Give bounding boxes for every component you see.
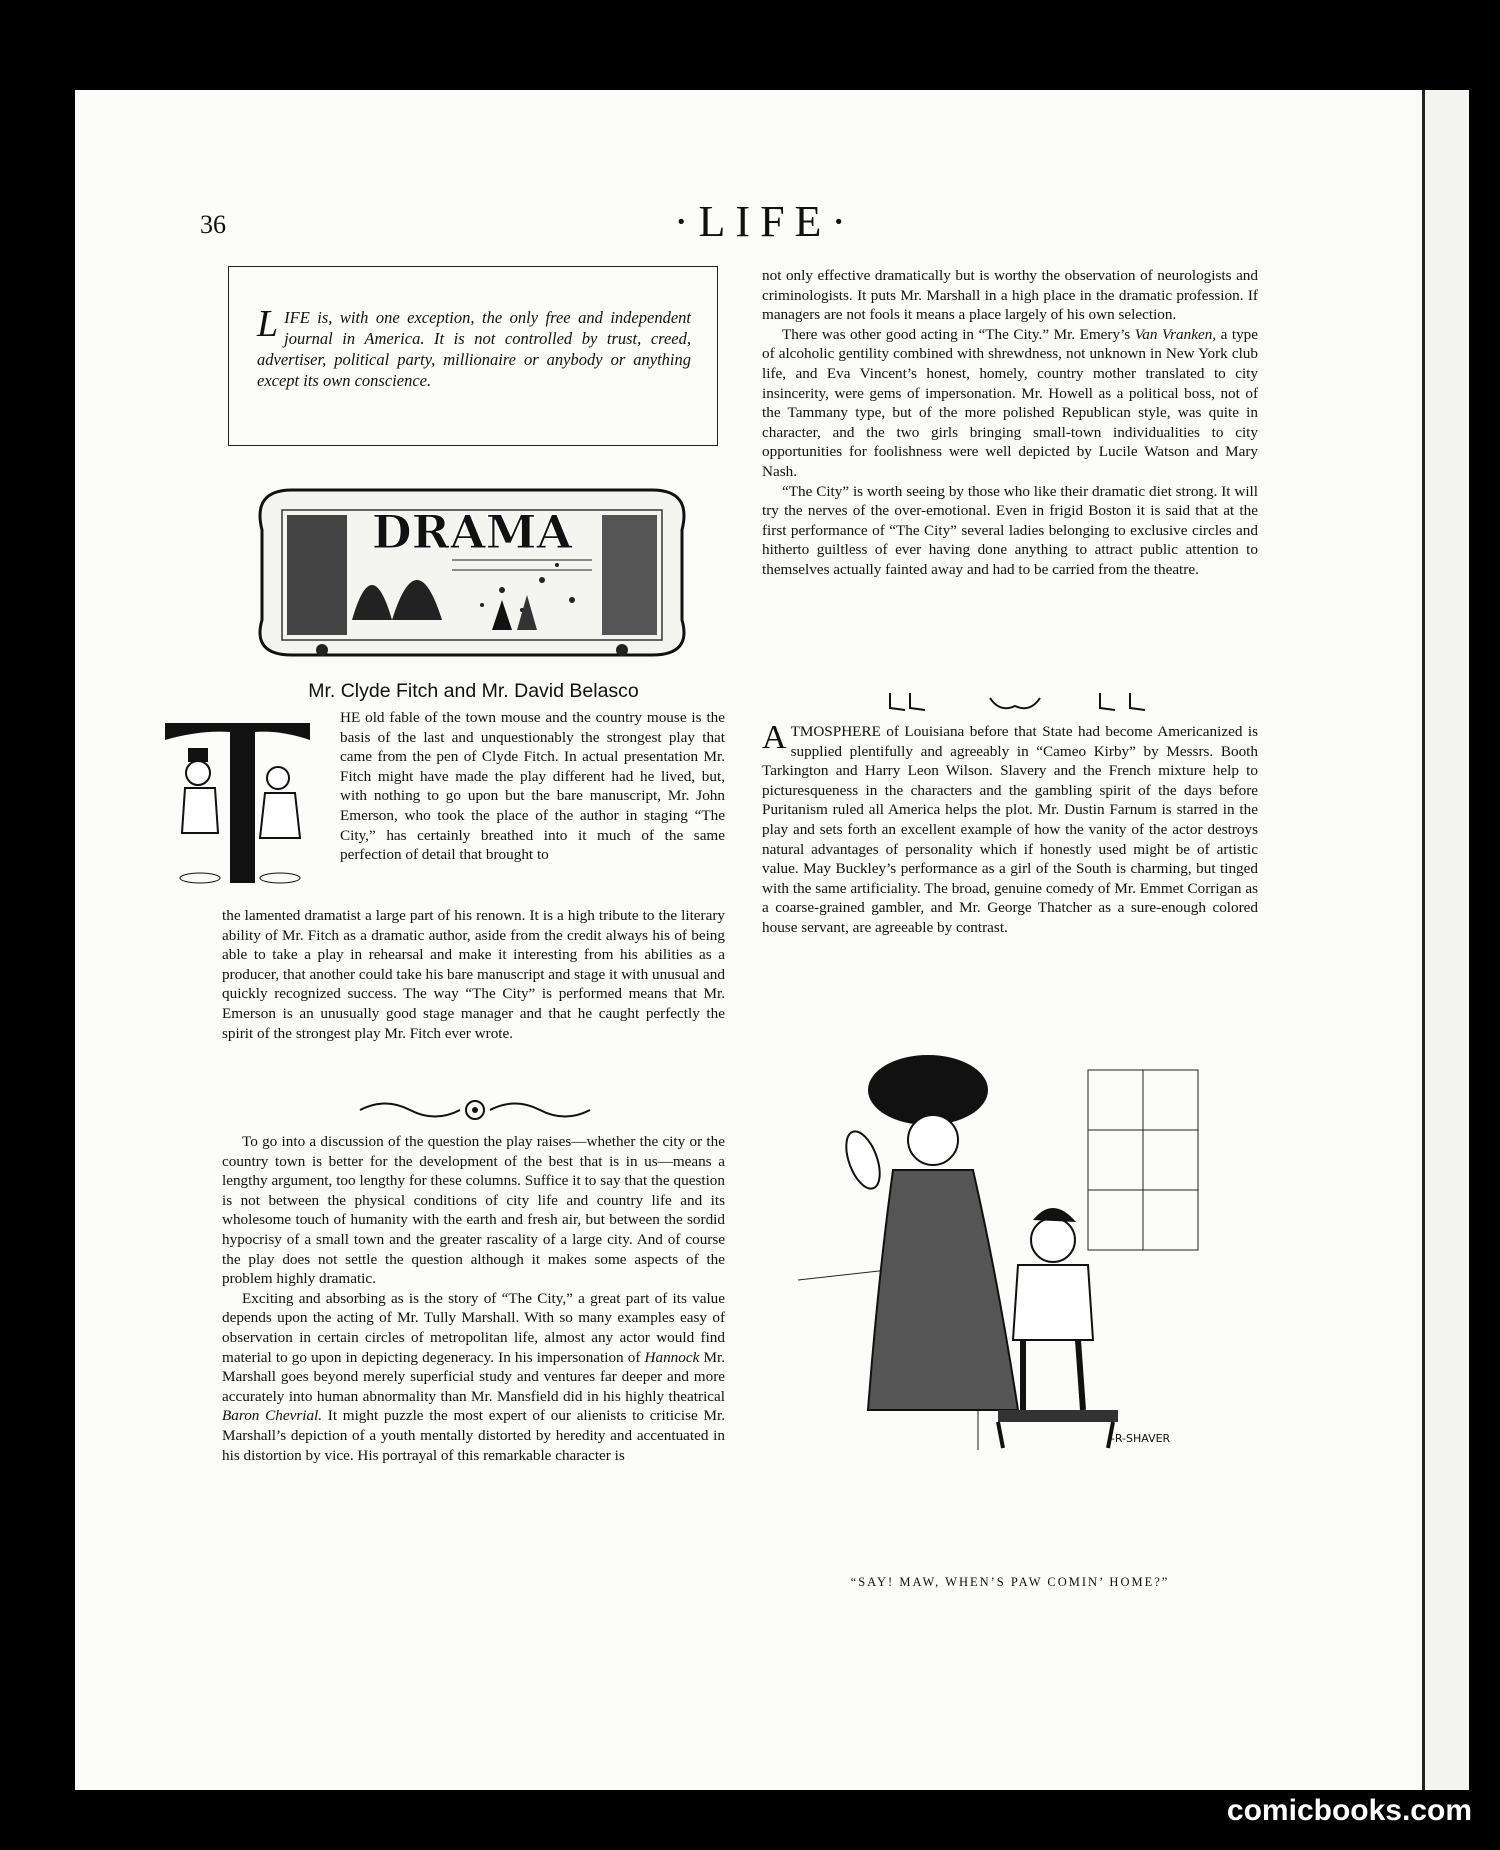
paragraph-right-1: not only effective dramatically but is worthy the observation of neurologists and criminologists. It puts Mr. Marshall in a high place in the dramatic profession. If managers are not fools it means a place largely of his own selection.: [762, 267, 1258, 324]
cartoon-signature: J-R-SHAVER: [1108, 1432, 1171, 1445]
paragraph-2: To go into a discussion of the question the play raises—whether the city or the country town is better for the development of the best that is in us—means a lengthy argument, too lengthy for these columns. Suffice it to say that the question is not between the physical conditions of city life and country life and its wholesome touch of humanity with the earth and fresh air, but between the sordid hypocrisy of a small town and the greater rascality of a large city. And of course the play does not settle the question although it makes some aspects of the problem highly dramatic.: [222, 1133, 725, 1288]
paragraph-right-2: There was other good acting in “The City.” Mr. Emery’s Van Vranken, a type of alcoholic gentility combined with shrewdness, not unknown in New York club life, and Eva Vincent’s honest, homely, country mother translated to city insincerity, were gems of impersonation. Mr. Howell as a political boss, not of the Tammany type, but of the more polished Republican style, was quite in character, and the two girls bringing small-town individualities to city opportunities for foolishness were well depicted by Lucile Watson and Mary Nash.: [762, 325, 1259, 480]
ornamental-divider: [355, 1097, 595, 1123]
article-left-column: [222, 906, 725, 1043]
masthead-title: ·LIFE·: [673, 197, 857, 246]
paragraph-1-continued: the lamented dramatist a large part of his renown. It is a high tribute to the literary ability of Mr. Fitch as a dramatic author, aside from the credit always his of being able to take a play in rehearsal and make it interesting from his abilities as a producer, that another could take his bare manuscript and stage it with unusual and quickly recognized success. The way “The City” is performed means that Mr. Emerson is an unusually good stage manager and that he caught perfectly the spirit of the strongest play Mr. Fitch ever wrote.: [222, 907, 725, 1042]
cartoon-caption: “SAY! MAW, WHEN’S PAW COMIN’ HOME?”: [850, 1575, 1170, 1589]
paragraph-3: Exciting and absorbing as is the story of “The City,” a great part of its value depends upon the acting of Mr. Tully Marshall. With so many examples easy of observation in certain circles of metropolitan life, almost any actor would find material to go upon in depicting degeneracy. In his impersonation of Hannock Mr. Marshall goes beyond merely superficial study and ventures far deeper and more accurately into human abnormality than Mr. Mansfield did in his highly theatrical Baron Chevrial. It might puzzle the most expert of our alienists to criticise Mr. Marshall’s depiction of a youth mentally distorted by heredity and accentuated in his distortion by vice. His portrayal of this remarkable character is: [222, 1289, 725, 1464]
watermark-text: comicbooks.com: [1226, 1794, 1472, 1827]
article-2: [762, 719, 1258, 938]
article-2-text: ATMOSPHERE of Louisiana before that State had become Americanized is supplied plentifully and agreeably in “Cameo Kirby” by Messrs. Booth Tarkington and Harry Leon Wilson. Slavery and the French mixture help to picturesqueness in the characters and the gambling spirit of the days before Puritanism ruled all America helps the plot. Mr. Dustin Farnum is starred in the play and sets forth an excellent example of how the vanity of the actor destroys natural advantages of personality which if honestly used might be of artistic value. May Buckley’s performance as a girl of the South is charming, but tinged with the same artificiality. The broad, genuine comedy of Mr. Emmet Corrigan as a coarse-grained gambler, and Mr. George Thatcher as a sure-enough colored house servant, are agreeable by contrast.: [762, 719, 1258, 936]
notice-drop-letter: L: [257, 303, 279, 345]
feet-ornament-divider: [870, 688, 1170, 718]
notice-text: IFE is, with one exception, the only free and independent journal in America. It is not controlled by trust, creed, advertiser, political party, millionaire or anybody or anything except its own conscience.: [257, 308, 691, 390]
paragraph-right-3: “The City” is worth seeing by those who like their dramatic diet strong. It will try the nerves of the over-emotional. Even in frigid Boston it is said that at the first performance of “The City” several ladies belonging to exclusive circles and hitherto guiltless of ever having done anything to attract public attention to themselves actually fainted away and had to be carried from the theatre.: [762, 482, 1258, 578]
article-left-column-lower: [222, 1132, 725, 1465]
article-2-drop-letter: A: [762, 719, 787, 756]
page-number: 36: [200, 210, 226, 239]
banner-title: DRAMA: [371, 505, 573, 559]
article-headline: Mr. Clyde Fitch and Mr. David Belasco: [308, 680, 639, 702]
drama-banner-illustration: [242, 470, 702, 665]
article-right-column: [762, 266, 1258, 580]
article-intro-text: [340, 708, 725, 865]
cartoon-illustration: [798, 1030, 1228, 1450]
editorial-notice-box: [228, 266, 718, 446]
next-page-edge: [1422, 90, 1469, 1790]
drop-cap-t-illustration: [160, 718, 325, 888]
paragraph-1-wrapped: HE old fable of the town mouse and the country mouse is the basis of the last and unquestionably the strongest play that came from the pen of Clyde Fitch. In actual presentation Mr. Fitch might have made the play different had he lived, but, with nothing to go upon but the bare manuscript, Mr. John Emerson, who took the place of the author in staging “The City,” has certainly breathed into it much of the same perfection of detail that brought to: [340, 709, 725, 864]
